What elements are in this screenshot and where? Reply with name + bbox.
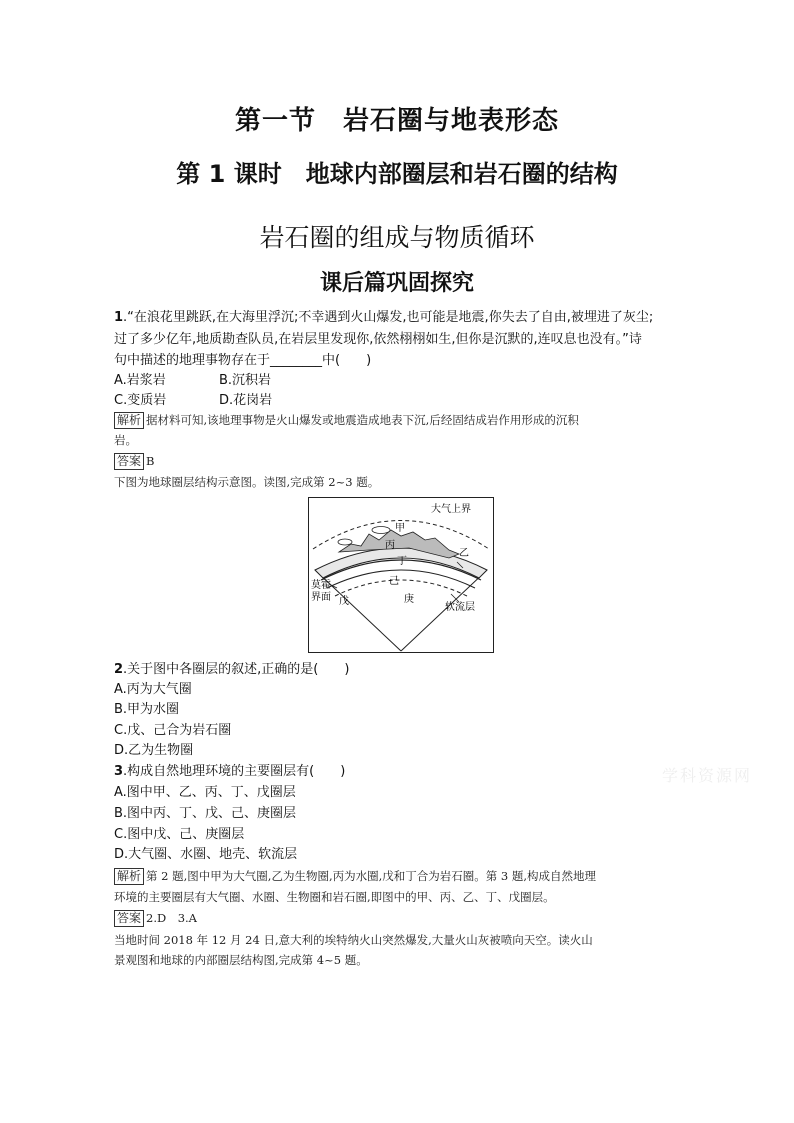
- section-title: 第一节 岩石圈与地表形态: [234, 106, 559, 136]
- analysis-tag: 解析: [114, 412, 144, 429]
- label-geng: 庚: [404, 594, 414, 605]
- q1-option-b: B.沉积岩: [219, 373, 272, 388]
- answer-tag: 答案: [114, 453, 144, 470]
- q4-5-intro-1: 当地时间 2018 年 12 月 24 日,意大利的埃特纳火山突然爆发,大量火山灰被喷向天空。读火山: [114, 933, 593, 947]
- label-moho-2: 界面: [311, 592, 331, 603]
- q2-3-answer: 答案 2.D 3.A: [114, 909, 197, 927]
- earth-layers-diagram: [309, 498, 493, 652]
- q1-line-2: 过了多少亿年,地质勘查队员,在岩层里发现你,依然栩栩如生,但你是沉默的,连叹息也没有。”诗: [114, 332, 642, 347]
- q2-option-c: C.戊、己合为岩石圈: [114, 723, 232, 738]
- q1-number: 1: [114, 310, 124, 325]
- label-wu: 戊: [339, 596, 349, 607]
- label-yi: 乙: [459, 548, 469, 559]
- q2-3-intro: 下图为地球圈层结构示意图。读图,完成第 2~3 题。: [114, 475, 380, 489]
- q3-option-a: A.图中甲、乙、丙、丁、戊圈层: [114, 785, 296, 800]
- q1-answer: 答案 B: [114, 452, 154, 470]
- label-ding: 丁: [397, 556, 407, 567]
- watermark: 学科资源网: [662, 766, 753, 785]
- q2-3-analysis: 解析 第 2 题,图中甲为大气圈,乙为生物圈,丙为水圈,戊和丁合为岩石圈。第 3 题,构成自然地理: [114, 867, 596, 885]
- q2-stem: 2.关于图中各圈层的叙述,正确的是( ): [114, 662, 350, 677]
- q1-line-3: 句中描述的地理事物存在于________中( ): [114, 353, 372, 368]
- q3-option-d: D.大气圈、水圈、地壳、软流层: [114, 847, 298, 862]
- label-jia: 甲: [395, 523, 405, 534]
- q3-stem: 3.构成自然地理环境的主要圈层有( ): [114, 764, 346, 779]
- analysis-tag: 解析: [114, 868, 144, 885]
- q3-number: 3: [114, 764, 124, 779]
- q1-option-d: D.花岗岩: [219, 393, 273, 408]
- lesson-title: 第 1 课时 地球内部圈层和岩石圈的结构: [176, 160, 618, 188]
- q1-option-c: C.变质岩: [114, 393, 167, 408]
- label-bing: 丙: [385, 540, 395, 551]
- q2-option-d: D.乙为生物圈: [114, 743, 194, 758]
- earth-layers-figure: [308, 497, 494, 653]
- q1-option-a: A.岩浆岩: [114, 373, 166, 388]
- cloud-shape: [338, 539, 352, 545]
- cloud-shape: [372, 527, 390, 534]
- q3-option-c: C.图中戊、己、庚圈层: [114, 827, 245, 842]
- label-atmosphere-top: 大气上界: [431, 504, 471, 515]
- label-asthenosphere: 软流层: [445, 602, 475, 613]
- q1-analysis: 解析 据材料可知,该地理事物是火山爆发或地震造成地表下沉,后经固结成岩作用形成的沉积: [114, 411, 579, 429]
- lithosphere-bottom: [327, 570, 475, 588]
- label-ji: 己: [389, 576, 399, 587]
- q1-analysis-cont: 岩。: [114, 433, 137, 447]
- q2-3-analysis-cont: 环境的主要圈层有大气圈、水圈、生物圈和岩石圈,即图中的甲、丙、乙、丁、戊圈层。: [114, 890, 555, 904]
- label-moho-1: 莫霍: [311, 580, 331, 591]
- exercise-heading: 课后篇巩固探究: [319, 271, 474, 296]
- asthenosphere-boundary: [335, 580, 467, 596]
- q3-option-b: B.图中丙、丁、戊、己、庚圈层: [114, 806, 297, 821]
- q2-option-b: B.甲为水圈: [114, 702, 180, 717]
- q2-option-a: A.丙为大气圈: [114, 682, 192, 697]
- q4-5-intro-2: 景观图和地球的内部圈层结构图,完成第 4~5 题。: [114, 953, 368, 967]
- q2-number: 2: [114, 662, 124, 677]
- topic-title: 岩石圈的组成与物质循环: [259, 223, 535, 252]
- q1-line-1: 1.“在浪花里跳跃,在大海里浮沉;不幸遇到火山爆发,也可能是地震,你失去了自由,被埋进了灰尘;: [114, 310, 654, 325]
- answer-tag: 答案: [114, 910, 144, 927]
